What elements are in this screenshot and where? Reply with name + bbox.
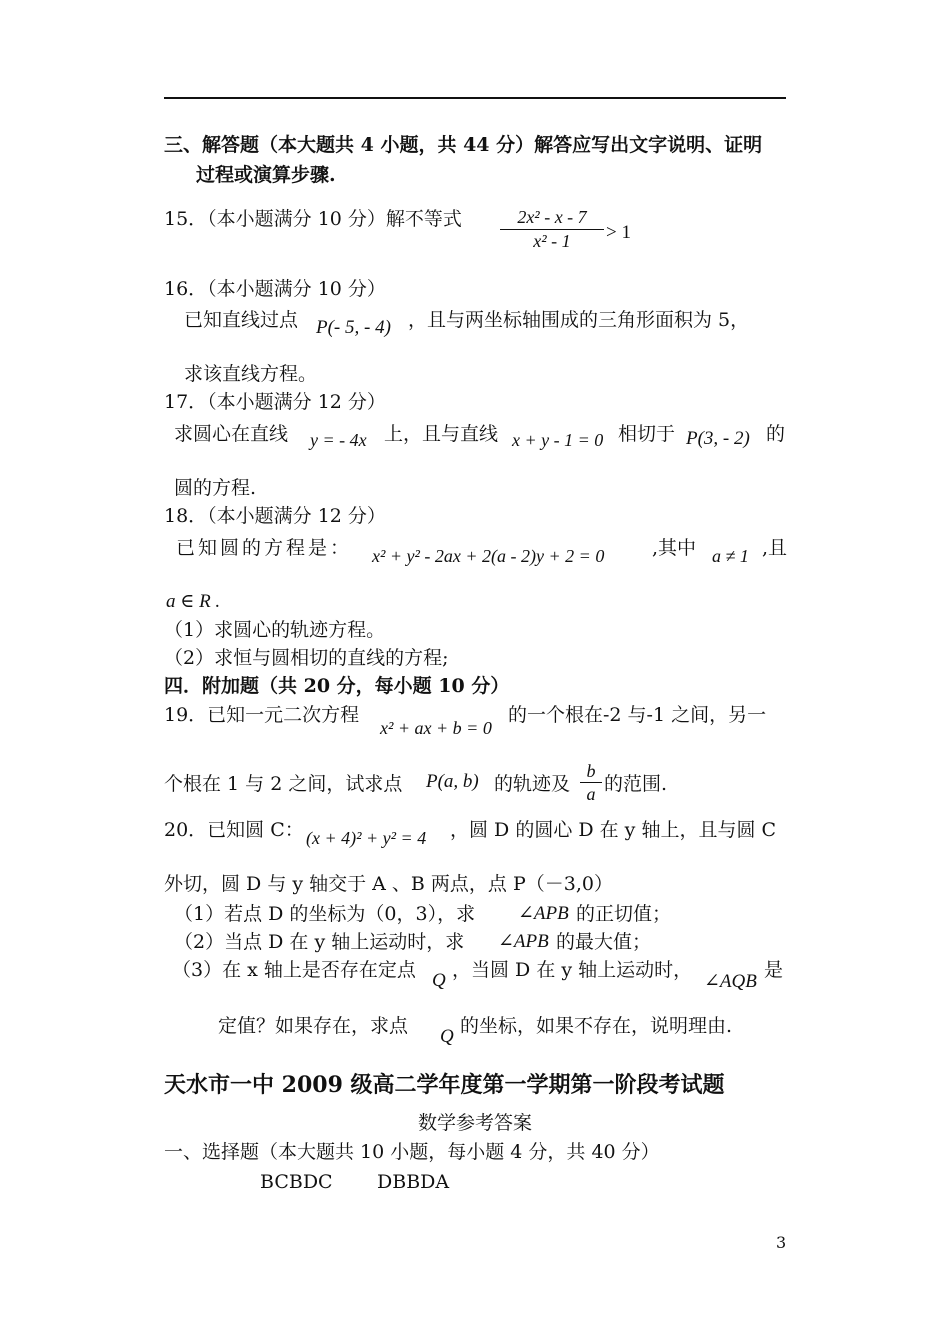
q19-ratio-fraction: [580, 760, 602, 805]
q19-text-d: 的范围.: [604, 773, 668, 795]
q18-sub2: （2）求恒与圆相切的直线的方程;: [164, 647, 449, 669]
q20-sub2-b: 的最大值；: [556, 931, 652, 953]
answers-choices-1: BCBDC: [260, 1171, 333, 1193]
q19-text-a: 19．已知一元二次方程: [164, 704, 360, 726]
q20-circle-c-equation: (x + 4)² + y² = 4: [306, 828, 427, 848]
q19-ratio-numerator: b: [586, 761, 596, 781]
q19-ratio-denominator: a: [586, 784, 596, 804]
answers-section-1: 一、选择题（本大题共 10 小题，每小题 4 分，共 40 分）: [164, 1141, 660, 1163]
q20-last-b: 的坐标，如果不存在，说明理由.: [460, 1015, 733, 1037]
q20-sub1-a: （1）若点 D 的坐标为（0，3），求: [174, 903, 476, 925]
q20-angle-apb-2: ∠APB: [498, 931, 549, 952]
q18-condition: a ≠ 1: [712, 546, 749, 566]
q16-text-b: ，且与两坐标轴围成的三角形面积为 5，: [408, 309, 750, 331]
q20-sub3-b: ，当圆 D 在 y 轴上运动时，: [452, 959, 693, 981]
q20-angle-aqb: ∠AQB: [704, 971, 757, 992]
section-3-heading-cont: 过程或演算步骤.: [196, 164, 336, 186]
q16-header: 16．（本小题满分 10 分）: [164, 278, 386, 300]
answers-subtitle: 数学参考答案: [417, 1112, 532, 1134]
section-4-heading: 四．附加题（共 20 分，每小题 10 分）: [164, 675, 510, 697]
q16-text-a: 已知直线过点: [184, 309, 299, 331]
q19-text-c: 的轨迹及: [494, 773, 571, 795]
q20-sub3-c: 是: [764, 959, 784, 981]
q15-fraction: [500, 206, 604, 253]
q17-text-c: 相切于: [618, 423, 676, 445]
q17-text-a: 求圆心在直线: [174, 423, 289, 445]
section-3-heading: 三、解答题（本大题共 4 小题，共 44 分）解答应写出文字说明、证明: [164, 134, 763, 156]
q15-relation: > 1: [606, 222, 631, 243]
answers-choices-2: DBBDA: [377, 1171, 450, 1193]
q15-denominator: x² - 1: [533, 231, 571, 251]
page-number: 3: [776, 1233, 787, 1252]
q18-header: 18．（本小题满分 12 分）: [164, 505, 386, 527]
q18-domain: a ∈ R .: [166, 591, 221, 612]
q17-text-d: 的: [766, 423, 786, 445]
q18-circle-equation: x² + y² - 2ax + 2(a - 2)y + 2 = 0: [372, 546, 605, 566]
q20-point-q-1: Q: [432, 970, 446, 991]
q20-text-a: 20．已知圆 C：: [164, 819, 304, 841]
q19-equation: x² + ax + b = 0: [380, 718, 492, 738]
q19-point: P(a, b): [426, 771, 479, 792]
q19-text-b: 的一个根在-2 与-1 之间，另一: [508, 704, 767, 726]
q20-sub2-a: （2）当点 D 在 y 轴上运动时，求: [174, 931, 465, 953]
q20-point-q-2: Q: [440, 1026, 454, 1047]
q20-text-b: ，圆 D 的圆心 D 在 y 轴上，且与圆 C: [450, 819, 777, 841]
q16-text-line2: 求该直线方程。: [184, 363, 318, 385]
q17-point: P(3, - 2): [686, 428, 750, 449]
q17-eq-tangent: x + y - 1 = 0: [512, 430, 604, 450]
q20-text-line2: 外切，圆 D 与 y 轴交于 A 、B 两点，点 P（－3,0）: [164, 873, 613, 895]
q18-text-b: ,其中: [652, 537, 697, 559]
q20-angle-apb-1: ∠APB: [518, 903, 569, 924]
q19-text-line2: 个根在 1 与 2 之间，试求点: [164, 773, 403, 795]
q18-sub1: （1）求圆心的轨迹方程。: [164, 619, 386, 641]
q18-text-c: ,且: [762, 537, 788, 559]
answers-title: 天水市一中 2009 级高二学年度第一学期第一阶段考试题: [164, 1072, 725, 1098]
q16-point: P(- 5, - 4): [316, 317, 391, 338]
q17-text-b: 上，且与直线: [384, 423, 499, 445]
q20-last-a: 定值？如果存在，求点: [218, 1015, 409, 1037]
q20-sub3-a: （3）在 x 轴上是否存在定点: [172, 959, 416, 981]
q20-sub1-b: 的正切值；: [576, 903, 672, 925]
q18-text-a: 已知圆的方程是：: [176, 537, 353, 559]
q17-text-line2: 圆的方程.: [174, 477, 257, 499]
header-rule: [164, 97, 786, 99]
q15-prefix: 15．（本小题满分 10 分）解不等式: [164, 208, 462, 230]
q15-numerator: 2x² - x - 7: [517, 207, 587, 227]
q17-eq-line: y = - 4x: [310, 430, 367, 450]
q17-header: 17．（本小题满分 12 分）: [164, 391, 386, 413]
